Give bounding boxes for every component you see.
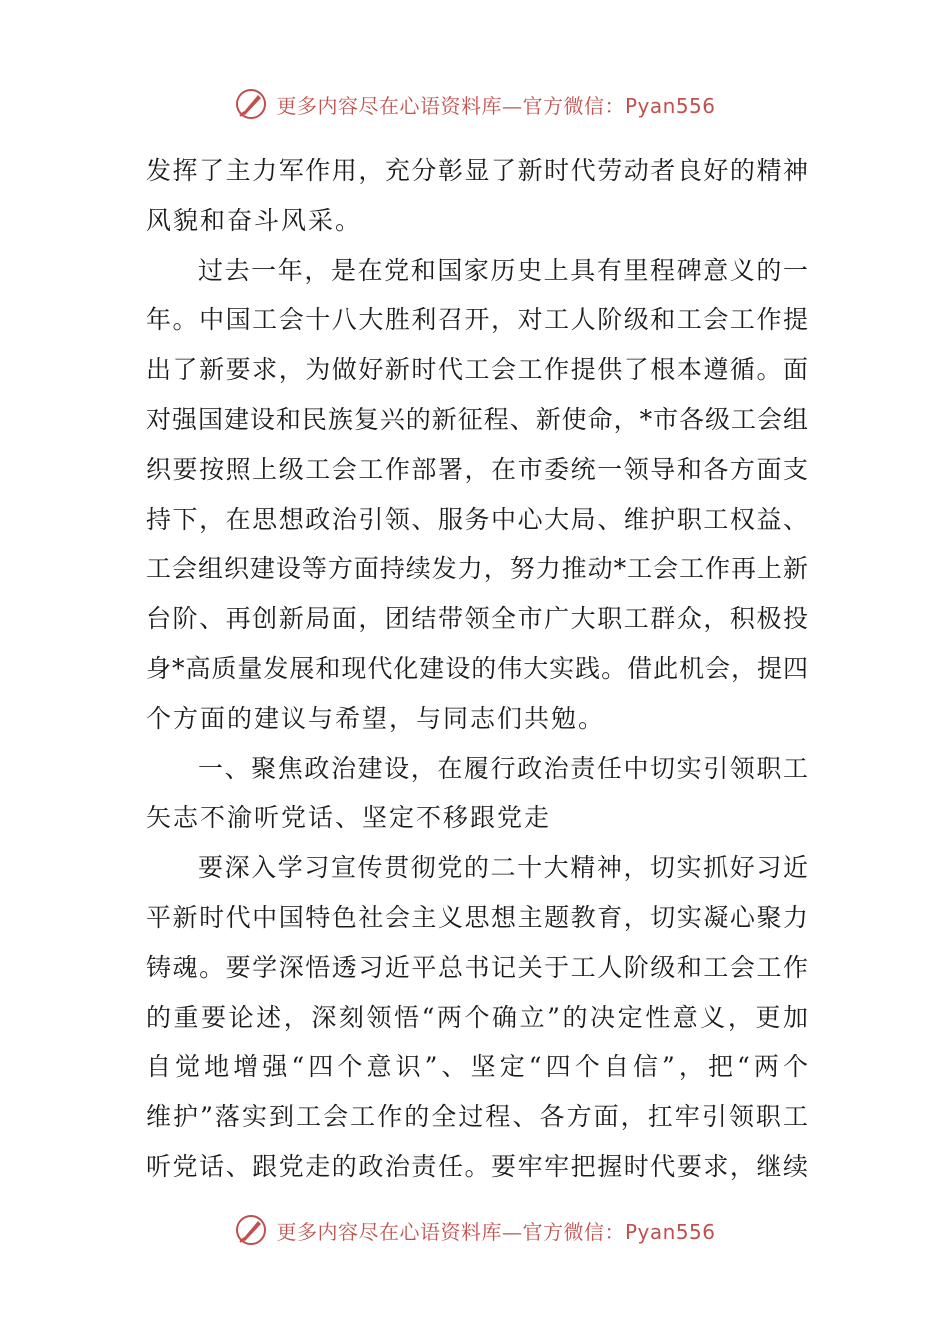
text-line-2: 风貌和奋斗风采。: [146, 205, 363, 235]
text-line-20: 维护”落实到工会工作的全过程、各方面，扛牢引领职工: [146, 1102, 808, 1132]
text-line-10: 台阶、再创新局面，团结带领全市广大职工群众，积极投: [146, 604, 808, 634]
text-line-12: 个方面的建议与希望，与同志们共勉。: [146, 703, 606, 733]
text-line-19: 自觉地增强“四个意识”、坚定“四个自信”，把“两个: [146, 1052, 808, 1082]
quill-logo-icon: [234, 87, 268, 121]
text-line-5: 出了新要求，为做好新时代工会工作提供了根本遵循。面: [146, 355, 808, 385]
text-line-11: 身*高质量发展和现代化建设的伟大实践。借此机会，提四: [146, 653, 808, 683]
text-line-16: 平新时代中国特色社会主义思想主题教育，切实凝心聚力: [146, 902, 808, 932]
text-line-8: 持下，在思想政治引领、服务中心大局、维护职工权益、: [146, 504, 808, 534]
text-line-7: 织要按照上级工会工作部署，在市委统一领导和各方面支: [146, 454, 808, 484]
text-line-4: 年。中国工会十八大胜利召开，对工人阶级和工会工作提: [146, 305, 808, 335]
section-heading-line-2: 矢志不渝听党话、坚定不移跟党走: [146, 803, 552, 833]
text-line-1: 发挥了主力军作用，充分彰显了新时代劳动者良好的精神: [146, 156, 808, 185]
text-line-6: 对强国建设和民族复兴的新征程、新使命，*市各级工会组: [146, 404, 808, 434]
section-heading-line-1: 一、聚焦政治建设，在履行政治责任中切实引领职工: [198, 753, 808, 783]
banner-text: 更多内容尽在心语资料库—官方微信：Pyan556: [276, 1219, 716, 1244]
text-line-15: 要深入学习宣传贯彻党的二十大精神，切实抓好习近: [198, 853, 808, 883]
text-line-18: 的重要论述，深刻领悟“两个确立”的决定性意义，更加: [146, 1002, 808, 1032]
text-line-9: 工会组织建设等方面持续发力，努力推动*工会工作再上新: [146, 554, 808, 584]
wechat-id: Pyan556: [624, 93, 716, 118]
quill-logo-icon: [234, 1213, 268, 1247]
text-line-21: 听党话、跟党走的政治责任。要牢牢把握时代要求，继续: [146, 1151, 808, 1181]
text-line-3: 过去一年，是在党和国家历史上具有里程碑意义的一: [198, 255, 808, 285]
document-body: [146, 146, 808, 1192]
text-line-17: 铸魂。要学深悟透习近平总书记关于工人阶级和工会工作: [146, 952, 808, 982]
header-banner: [0, 86, 950, 122]
footer-banner: [0, 1212, 950, 1248]
wechat-id: Pyan556: [624, 1219, 716, 1244]
banner-text: 更多内容尽在心语资料库—官方微信：Pyan556: [276, 93, 716, 118]
